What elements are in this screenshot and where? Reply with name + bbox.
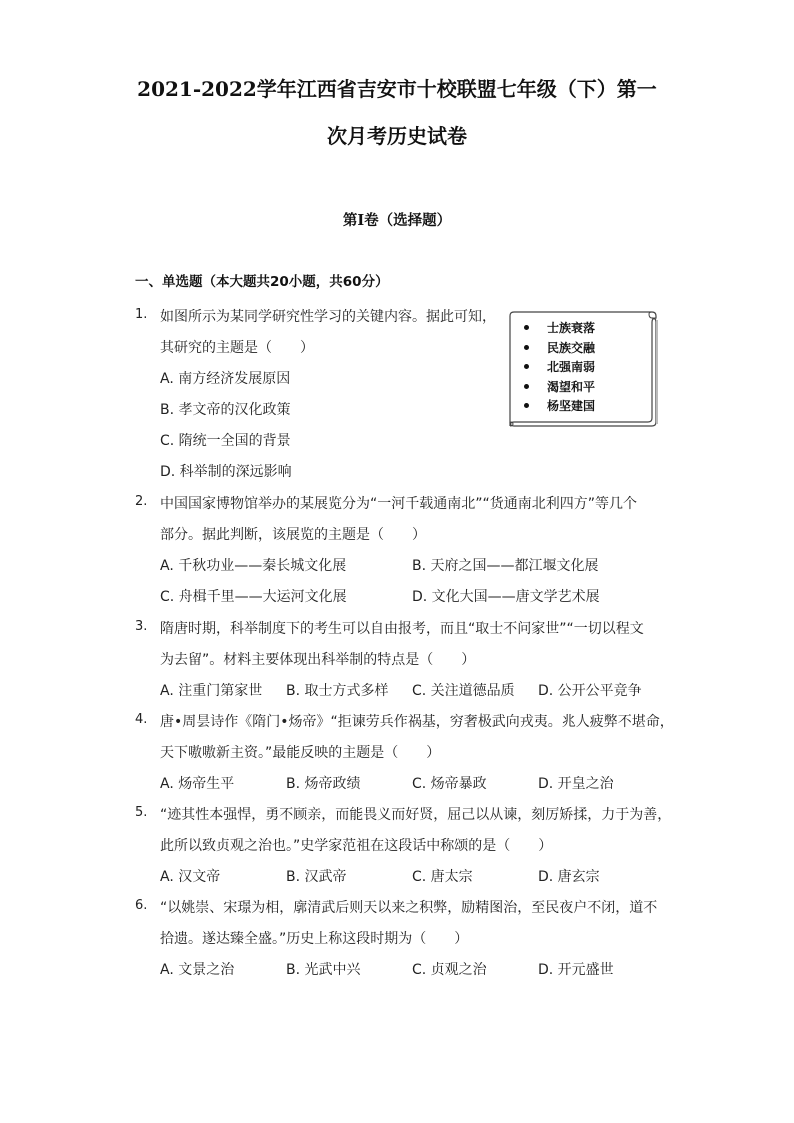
- scroll-figure: [506, 310, 658, 428]
- scroll-item: [524, 358, 595, 378]
- bullet-icon: [524, 384, 529, 389]
- option-c[interactable]: C. 关注道德品质: [412, 683, 515, 699]
- section-title: 一、单选题（本大题共20小题，共60分）: [135, 274, 389, 290]
- scroll-item: [524, 339, 595, 359]
- option-b[interactable]: B. 炀帝政绩: [286, 776, 361, 792]
- option-a[interactable]: A. 文景之治: [160, 962, 235, 978]
- option-c[interactable]: C. 炀帝暴政: [412, 776, 487, 792]
- option-a[interactable]: A. 千秋功业——秦长城文化展: [160, 558, 347, 574]
- option-c[interactable]: C. 隋统一全国的背景: [160, 433, 291, 449]
- scroll-item-text: 渴望和平: [547, 379, 596, 394]
- question-text-line: 唐•周昙诗作《隋门•炀帝》“拒谏劳兵作祸基，穷奢极武向戎夷。兆人疲弊不堪命，: [160, 714, 674, 730]
- question-text-line: 此所以致贞观之治也。”史学家范祖在这段话中称颂的是（ ）: [160, 838, 553, 854]
- exam-title-line2: 次月考历史试卷: [327, 124, 467, 148]
- option-a[interactable]: A. 南方经济发展原因: [160, 371, 291, 387]
- option-a[interactable]: A. 注重门第家世: [160, 683, 263, 699]
- option-b[interactable]: B. 取士方式多样: [286, 683, 389, 699]
- question-text-line: 隋唐时期，科举制度下的考生可以自由报考，而且“取士不问家世”“一切以程文: [160, 621, 644, 637]
- question-text-line: 天下嗷嗷新主资。”最能反映的主题是（ ）: [160, 745, 441, 761]
- option-a[interactable]: A. 汉文帝: [160, 869, 221, 885]
- question-number: 3.: [135, 619, 148, 634]
- option-d[interactable]: D. 开元盛世: [538, 962, 614, 978]
- part-title: 第I卷（选择题）: [342, 212, 452, 229]
- bullet-icon: [524, 403, 529, 408]
- option-d[interactable]: D. 文化大国——唐文学艺术展: [412, 589, 600, 605]
- option-c[interactable]: C. 唐太宗: [412, 869, 473, 885]
- option-d[interactable]: D. 科举制的深远影响: [160, 464, 292, 480]
- question-text-line: 为去留”。材料主要体现出科举制的特点是（ ）: [160, 652, 476, 668]
- question-number: 4.: [135, 712, 148, 727]
- bullet-icon: [524, 364, 529, 369]
- option-a[interactable]: A. 炀帝生平: [160, 776, 235, 792]
- scroll-item: [524, 319, 595, 339]
- scroll-item-text: 民族交融: [547, 340, 596, 355]
- question-text-line: “迹其性本强悍，勇不顾亲，而能畏义而好贤，屈己以从谏，刻厉矫揉，力于为善，: [160, 807, 672, 823]
- scroll-item-text: 北强南弱: [547, 360, 596, 375]
- option-c[interactable]: C. 舟楫千里——大运河文化展: [160, 589, 347, 605]
- scroll-item: [524, 397, 595, 417]
- exam-title: [100, 66, 694, 160]
- option-b[interactable]: B. 汉武帝: [286, 869, 347, 885]
- option-d[interactable]: D. 开皇之治: [538, 776, 614, 792]
- bullet-icon: [524, 325, 529, 330]
- question-number: 6.: [135, 898, 148, 913]
- scroll-list: [524, 319, 595, 417]
- question-number: 1.: [135, 307, 148, 322]
- bullet-icon: [524, 345, 529, 350]
- question-text-line: 如图所示为某同学研究性学习的关键内容。据此可知，: [160, 309, 496, 325]
- exam-title-line1: 2021-2022学年江西省吉安市十校联盟七年级（下）第一: [137, 77, 657, 101]
- option-b[interactable]: B. 天府之国——都江堰文化展: [412, 558, 599, 574]
- question-text-line: 中国国家博物馆举办的某展览分为“一河千载通南北”“货通南北利四方”等几个: [160, 496, 638, 512]
- scroll-item-text: 士族衰落: [547, 321, 596, 335]
- question-number: 5.: [135, 805, 148, 820]
- option-d[interactable]: D. 唐玄宗: [538, 869, 600, 885]
- option-b[interactable]: B. 光武中兴: [286, 962, 361, 978]
- option-d[interactable]: D. 公开公平竞争: [538, 683, 642, 699]
- option-c[interactable]: C. 贞观之治: [412, 962, 487, 978]
- question-text-line: 拾遗。遂达臻全盛。”历史上称这段时期为（ ）: [160, 931, 469, 947]
- question-text-line: 其研究的主题是（ ）: [160, 340, 314, 356]
- scroll-item-text: 杨坚建国: [547, 399, 596, 414]
- question-number: 2.: [135, 494, 148, 509]
- question-text-line: “以姚崇、宋璟为相，廓清武后则天以来之积弊，励精图治，至民夜户不闭，道不: [160, 900, 658, 916]
- option-b[interactable]: B. 孝文帝的汉化政策: [160, 402, 291, 418]
- question-text-line: 部分。据此判断，该展览的主题是（ ）: [160, 527, 426, 543]
- scroll-item: [524, 378, 595, 398]
